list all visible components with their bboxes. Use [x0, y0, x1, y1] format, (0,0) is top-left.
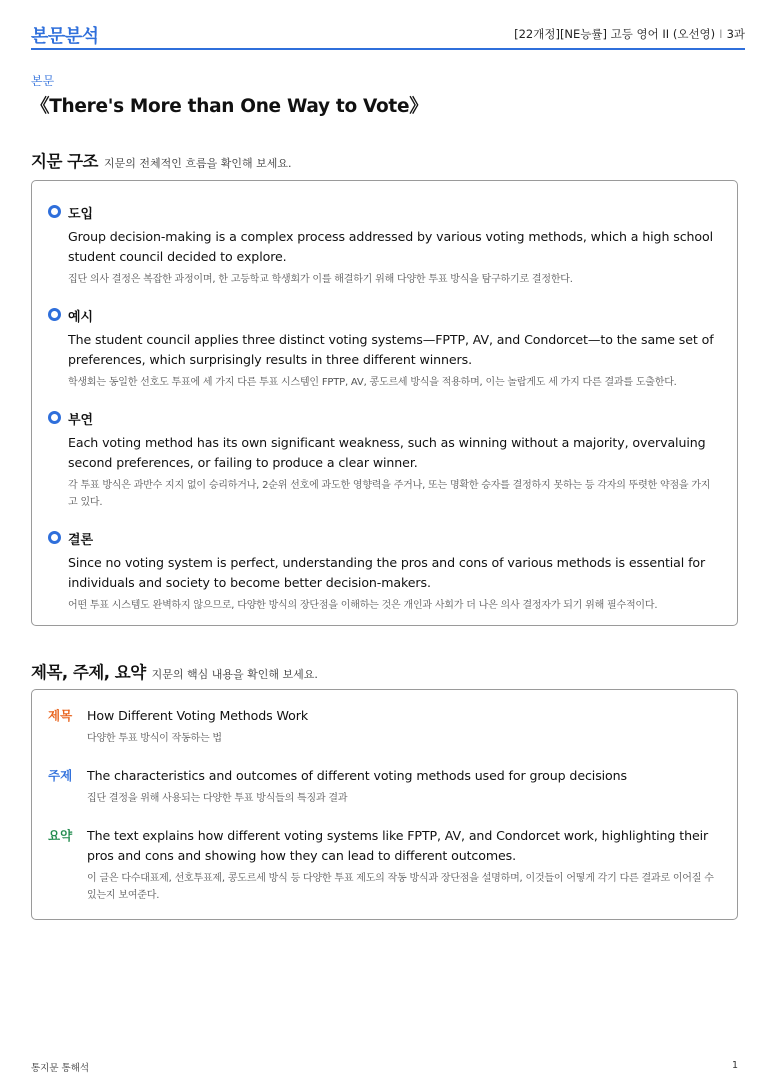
structure-item-label: 결론	[68, 533, 94, 548]
summary-description: 지문의 핵심 내용을 확인해 보세요.	[151, 668, 318, 681]
summary-row-label: 요약	[48, 828, 73, 843]
structure-item-english: Group decision-making is a complex process addressed by various voting methods, which a high school student council decided to explore.	[68, 229, 714, 264]
structure-item-korean: 집단 의사 결정은 복잡한 과정이며, 한 고등학교 학생회가 이를 해결하기 위해 다양한 투표 방식을 탐구하기로 결정한다.	[68, 274, 573, 285]
circle-bullet-icon	[48, 531, 61, 544]
summary-row-english: The text explains how different voting systems like FPTP, AV, and Condorcet work, highlighting their pros and cons and showing how they can lead to different outcomes.	[87, 828, 709, 863]
circle-bullet-icon	[48, 308, 61, 321]
structure-item-english: Since no voting system is perfect, understanding the pros and cons of various methods is essential for individuals and society to become better decision-makers.	[68, 555, 706, 590]
summary-row-label: 제목	[48, 708, 73, 723]
structure-item	[48, 408, 718, 511]
summary-row-label: 주제	[48, 768, 73, 783]
summary-row-summary	[48, 826, 720, 904]
structure-item-english: Each voting method has its own significant weakness, such as winning without a majority, overvaluing second preferences, or failing to produce a clear winner.	[68, 435, 706, 470]
brand-title: 본문분석	[31, 26, 99, 47]
structure-item-korean: 학생회는 동일한 선호도 투표에 세 가지 다른 투표 시스템인 FPTP, AV, 콩도르세 방식을 적용하며, 이는 놀랍게도 세 가지 다른 결과를 도출한다.	[68, 377, 677, 388]
page-number: 1	[732, 1060, 739, 1071]
summary-title: 제목, 주제, 요약	[31, 663, 146, 682]
header-separator: I	[719, 27, 723, 41]
summary-row-english: The characteristics and outcomes of different voting methods used for group decisions	[87, 768, 628, 783]
structure-item-english: The student council applies three distinct voting systems—FPTP, AV, and Condorcet—to the same set of preferences, which surprisingly results in three different winners.	[68, 332, 714, 367]
summary-row-topic	[48, 766, 720, 807]
structure-item-label: 도입	[68, 207, 94, 222]
structure-item	[48, 528, 718, 614]
page-header	[31, 18, 745, 50]
summary-box	[31, 689, 738, 920]
footer-label: 통지문 통해석	[31, 1063, 90, 1074]
passage-label: 본문	[31, 74, 55, 88]
summary-row-korean: 다양한 투표 방식이 작동하는 법	[87, 733, 222, 744]
structure-item-label: 부연	[68, 413, 94, 428]
structure-item-korean: 각 투표 방식은 과반수 지지 없이 승리하거나, 2순위 선호에 과도한 영향력을 주거나, 또는 명확한 승자를 결정하지 못하는 등 각자의 뚜렷한 약점을 가지고 있다.	[68, 480, 711, 508]
summary-row-korean: 집단 결정을 위해 사용되는 다양한 투표 방식들의 특징과 결과	[87, 793, 348, 804]
lesson-number: 3과	[726, 27, 745, 41]
structure-item-korean: 어떤 투표 시스템도 완벽하지 않으므로, 다양한 방식의 장단점을 이해하는 것은 개인과 사회가 더 나은 의사 결정자가 되기 위해 필수적이다.	[68, 600, 658, 611]
summary-row-english: How Different Voting Methods Work	[87, 708, 309, 723]
course-name: [22개정][NE능률] 고등 영어 II (오선영)	[514, 27, 716, 41]
structure-item	[48, 202, 718, 288]
summary-row-korean: 이 글은 다수대표제, 선호투표제, 콩도르세 방식 등 다양한 투표 제도의 작동 방식과 장단점을 설명하며, 이것들이 어떻게 각기 다른 결과로 이어질 수 있는지 보여준다.	[87, 873, 714, 901]
circle-bullet-icon	[48, 205, 61, 218]
structure-description: 지문의 전체적인 흐름을 확인해 보세요.	[104, 157, 292, 170]
structure-box	[31, 180, 738, 626]
structure-heading	[31, 148, 292, 172]
structure-item	[48, 305, 718, 391]
course-info	[514, 26, 745, 42]
structure-title: 지문 구조	[31, 152, 99, 171]
summary-row-title	[48, 706, 720, 747]
passage-title: 《There's More than One Way to Vote》	[31, 96, 428, 117]
summary-heading	[31, 659, 318, 683]
structure-item-label: 예시	[68, 310, 94, 325]
circle-bullet-icon	[48, 411, 61, 424]
